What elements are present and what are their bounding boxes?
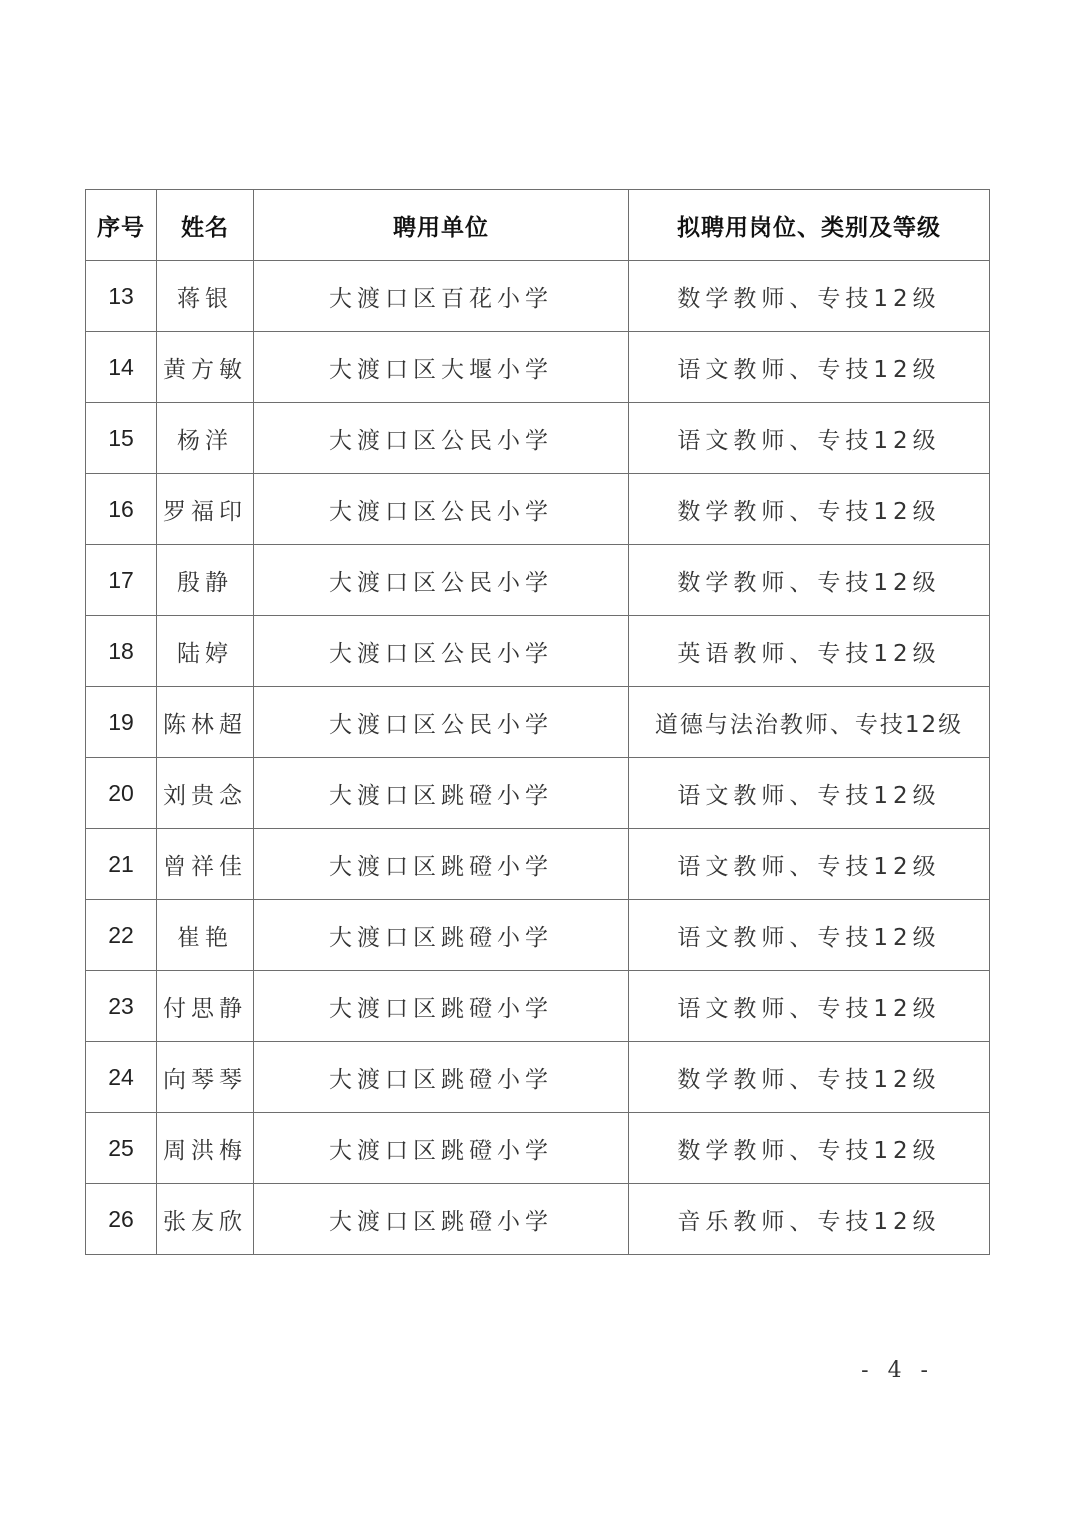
cell-serial-number: 19 bbox=[86, 687, 157, 758]
cell-position: 数学教师、专技12级 bbox=[629, 1113, 990, 1184]
cell-serial-number: 24 bbox=[86, 1042, 157, 1113]
table-row bbox=[86, 474, 990, 545]
cell-name: 陆婷 bbox=[157, 616, 254, 687]
cell-serial-number: 25 bbox=[86, 1113, 157, 1184]
cell-employer-unit: 大渡口区跳磴小学 bbox=[254, 1113, 629, 1184]
table-body bbox=[86, 261, 990, 1255]
cell-name: 刘贵念 bbox=[157, 758, 254, 829]
cell-serial-number: 13 bbox=[86, 261, 157, 332]
cell-position: 语文教师、专技12级 bbox=[629, 758, 990, 829]
cell-name: 罗福印 bbox=[157, 474, 254, 545]
table-row bbox=[86, 616, 990, 687]
cell-serial-number: 15 bbox=[86, 403, 157, 474]
cell-employer-unit: 大渡口区跳磴小学 bbox=[254, 971, 629, 1042]
cell-serial-number: 20 bbox=[86, 758, 157, 829]
cell-employer-unit: 大渡口区跳磴小学 bbox=[254, 1184, 629, 1255]
cell-name: 殷静 bbox=[157, 545, 254, 616]
cell-position: 语文教师、专技12级 bbox=[629, 403, 990, 474]
cell-employer-unit: 大渡口区公民小学 bbox=[254, 403, 629, 474]
cell-name: 张友欣 bbox=[157, 1184, 254, 1255]
table-row bbox=[86, 403, 990, 474]
cell-employer-unit: 大渡口区公民小学 bbox=[254, 687, 629, 758]
cell-position: 道德与法治教师、专技12级 bbox=[629, 687, 990, 758]
page-number: - 4 - bbox=[861, 1358, 934, 1383]
cell-position: 数学教师、专技12级 bbox=[629, 1042, 990, 1113]
header-name: 姓名 bbox=[157, 190, 254, 261]
table-row bbox=[86, 758, 990, 829]
header-position-category-grade: 拟聘用岗位、类别及等级 bbox=[629, 190, 990, 261]
cell-position: 语文教师、专技12级 bbox=[629, 829, 990, 900]
cell-position: 数学教师、专技12级 bbox=[629, 545, 990, 616]
cell-serial-number: 21 bbox=[86, 829, 157, 900]
cell-employer-unit: 大渡口区公民小学 bbox=[254, 616, 629, 687]
cell-serial-number: 16 bbox=[86, 474, 157, 545]
cell-employer-unit: 大渡口区跳磴小学 bbox=[254, 900, 629, 971]
table-row bbox=[86, 1042, 990, 1113]
table-row bbox=[86, 261, 990, 332]
cell-serial-number: 26 bbox=[86, 1184, 157, 1255]
cell-name: 蒋银 bbox=[157, 261, 254, 332]
cell-position: 语文教师、专技12级 bbox=[629, 971, 990, 1042]
cell-name: 付思静 bbox=[157, 971, 254, 1042]
cell-employer-unit: 大渡口区跳磴小学 bbox=[254, 758, 629, 829]
cell-serial-number: 18 bbox=[86, 616, 157, 687]
cell-employer-unit: 大渡口区大堰小学 bbox=[254, 332, 629, 403]
cell-serial-number: 23 bbox=[86, 971, 157, 1042]
cell-position: 英语教师、专技12级 bbox=[629, 616, 990, 687]
cell-position: 数学教师、专技12级 bbox=[629, 474, 990, 545]
cell-employer-unit: 大渡口区公民小学 bbox=[254, 545, 629, 616]
cell-name: 曾祥佳 bbox=[157, 829, 254, 900]
cell-name: 陈林超 bbox=[157, 687, 254, 758]
table-row bbox=[86, 1184, 990, 1255]
cell-position: 语文教师、专技12级 bbox=[629, 900, 990, 971]
cell-employer-unit: 大渡口区跳磴小学 bbox=[254, 829, 629, 900]
cell-name: 黄方敏 bbox=[157, 332, 254, 403]
cell-name: 周洪梅 bbox=[157, 1113, 254, 1184]
table-row bbox=[86, 332, 990, 403]
header-row bbox=[86, 190, 990, 261]
cell-name: 向琴琴 bbox=[157, 1042, 254, 1113]
cell-name: 杨洋 bbox=[157, 403, 254, 474]
cell-employer-unit: 大渡口区公民小学 bbox=[254, 474, 629, 545]
table-header bbox=[86, 190, 990, 261]
cell-serial-number: 14 bbox=[86, 332, 157, 403]
table-row bbox=[86, 971, 990, 1042]
cell-position: 语文教师、专技12级 bbox=[629, 332, 990, 403]
cell-position: 数学教师、专技12级 bbox=[629, 261, 990, 332]
cell-name: 崔艳 bbox=[157, 900, 254, 971]
hiring-roster-table bbox=[85, 189, 990, 1255]
header-serial-number: 序号 bbox=[86, 190, 157, 261]
cell-serial-number: 17 bbox=[86, 545, 157, 616]
cell-position: 音乐教师、专技12级 bbox=[629, 1184, 990, 1255]
table-row bbox=[86, 829, 990, 900]
header-employer-unit: 聘用单位 bbox=[254, 190, 629, 261]
table-row bbox=[86, 545, 990, 616]
cell-employer-unit: 大渡口区跳磴小学 bbox=[254, 1042, 629, 1113]
table-row bbox=[86, 1113, 990, 1184]
cell-employer-unit: 大渡口区百花小学 bbox=[254, 261, 629, 332]
table-row bbox=[86, 687, 990, 758]
table-row bbox=[86, 900, 990, 971]
cell-serial-number: 22 bbox=[86, 900, 157, 971]
